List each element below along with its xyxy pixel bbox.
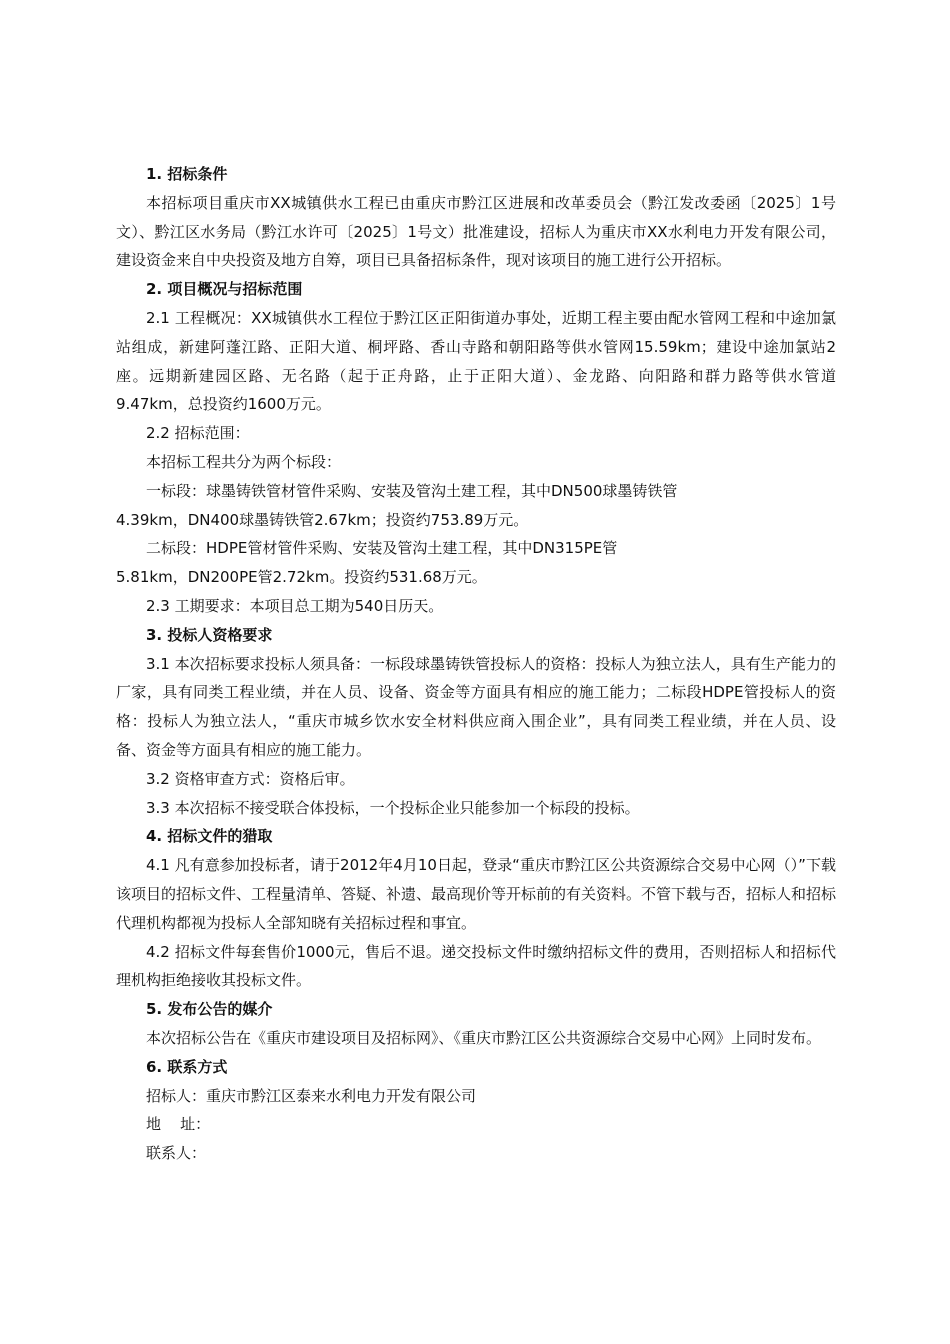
- paragraph: 本次招标公告在《重庆市建设项目及招标网》、《重庆市黔江区公共资源综合交易中心网》上同时发布。: [146, 1028, 822, 1047]
- paragraph: 2.1 工程概况：XX城镇供水工程位于黔江区正阳街道办事处，近期工程主要由配水管网工程和中途加氯站组成，新建阿蓬江路、正阳大道、桐坪路、香山寺路和朝阳路等供水管网15.59km；建设中途加氯站2座。远期新建园区路、无名路（起于正舟路，止于正阳大道）、金龙路、向阳路和群力路等供水管道9.47km，总投资约1600万元。: [116, 308, 836, 414]
- paragraph: 2.2 招标范围：: [146, 424, 250, 443]
- paragraph: 4.2 招标文件每套售价1000元，售后不退。递交投标文件时缴纳招标文件的费用，否则招标人和招标代理机构拒绝接收其投标文件。: [116, 942, 836, 990]
- paragraph: 3.1 本次招标要求投标人须具备：一标段球墨铸铁管投标人的资格：投标人为独立法人，具有生产能力的厂家，具有同类工程业绩，并在人员、设备、资金等方面具有相应的施工能力；二标段HDPE管投标人的资格：投标人为独立法人，“重庆市城乡饮水安全材料供应商入围企业”，具有同类工程业绩，并在人员、设备、资金等方面具有相应的施工能力。: [116, 654, 836, 759]
- contact-address: 地 址：: [146, 1115, 211, 1134]
- section-heading-2: 2. 项目概况与招标范围: [146, 280, 303, 299]
- paragraph: 本招标工程共分为两个标段：: [146, 452, 342, 471]
- contact-tenderer: 招标人：重庆市黔江区泰来水利电力开发有限公司: [146, 1086, 477, 1105]
- section-heading-3: 3. 投标人资格要求: [146, 625, 273, 644]
- paragraph: 3.3 本次招标不接受联合体投标，一个投标企业只能参加一个标段的投标。: [146, 798, 640, 817]
- document-body: [116, 160, 836, 1168]
- paragraph-line: 二标段：HDPE管材管件采购、安装及管沟土建工程，其中DN315PE管: [146, 539, 618, 558]
- section-heading-1: 1. 招标条件: [146, 165, 228, 183]
- paragraph-line: 4.39km，DN400球墨铸铁管2.67km；投资约753.89万元。: [116, 510, 529, 529]
- section-heading-6: 6. 联系方式: [146, 1057, 228, 1076]
- paragraph-line: 一标段：球墨铸铁管材管件采购、安装及管沟土建工程，其中DN500球墨铸铁管: [146, 481, 678, 500]
- section-heading-4: 4. 招标文件的猎取: [146, 827, 273, 846]
- paragraph: 3.2 资格审查方式：资格后审。: [146, 769, 355, 788]
- paragraph: 本招标项目重庆市XX城镇供水工程已由重庆市黔江区进展和改革委员会（黔江发改委函〔2025〕1号文）、黔江区水务局（黔江水许可〔2025〕1号文）批准建设，招标人为重庆市XX水利电力开发有限公司，建设资金来自中央投资及地方自筹，项目已具备招标条件，现对该项目的施工进行公开招标。: [116, 193, 836, 270]
- contact-person: 联系人：: [146, 1144, 207, 1163]
- paragraph: 2.3 工期要求：本项目总工期为540日历天。: [146, 596, 444, 615]
- paragraph: 4.1 凡有意参加投标者，请于2012年4月10日起，登录“重庆市黔江区公共资源综合交易中心网（）”下载该项目的招标文件、工程量清单、答疑、补遗、最高现价等开标前的有关资料。不管下载与否，招标人和招标代理机构都视为投标人全部知晓有关招标过程和事宜。: [116, 856, 837, 932]
- paragraph-line: 5.81km，DN200PE管2.72km。投资约531.68万元。: [116, 568, 487, 587]
- section-heading-5: 5. 发布公告的媒介: [146, 1000, 273, 1019]
